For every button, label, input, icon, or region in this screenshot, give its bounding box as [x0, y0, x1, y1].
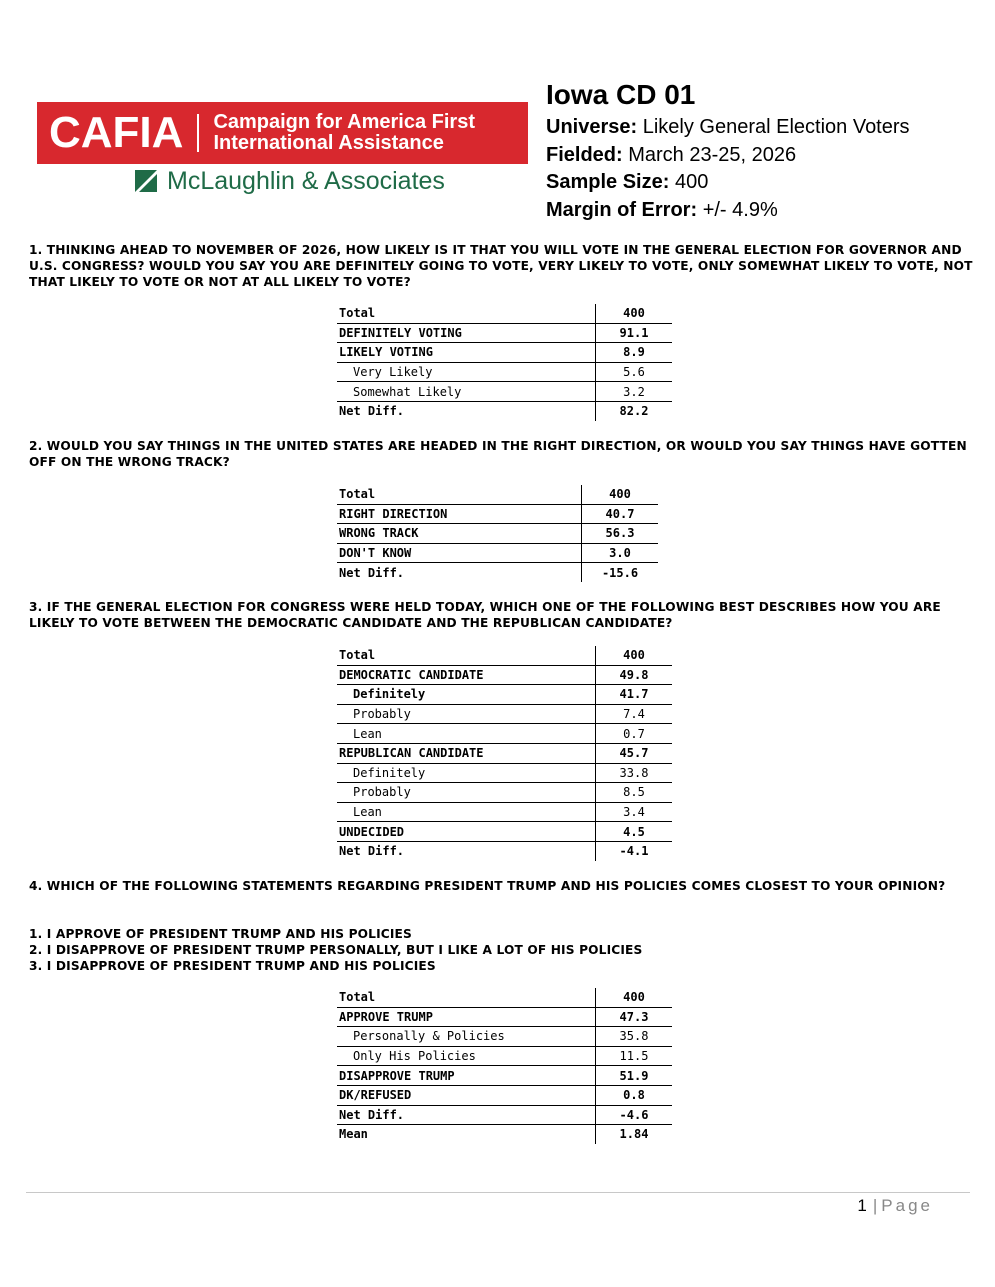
- question-2-text: 2. WOULD YOU SAY THINGS IN THE UNITED STATES ARE HEADED IN THE RIGHT DIRECTION, OR WOULD YOU SAY THINGS HAVE GOTTEN OFF ON THE WRONG TRACK?: [29, 439, 967, 469]
- row-value: 0.8: [623, 1088, 645, 1103]
- row-label: Personally & Policies: [337, 1027, 596, 1047]
- row-value: 41.7: [619, 687, 649, 702]
- fielded-label: Fielded:: [546, 143, 623, 166]
- row-value: 11.5: [619, 1049, 649, 1064]
- table-row: [337, 841, 672, 860]
- table-row: [337, 743, 672, 763]
- table-row: [337, 1027, 672, 1047]
- question-1-text: 1. THINKING AHEAD TO NOVEMBER OF 2026, HOW LIKELY IS IT THAT YOU WILL VOTE IN THE GENERAL ELECTION FOR GOVERNOR AND U.S. CONGRESS? WOULD YOU SAY YOU ARE DEFINITELY GOING TO VOTE, VERY LIKELY TO VOTE, ONLY SOMEWHAT LIKELY TO VOTE, NOT THAT LIKELY TO VOTE OR NOT AT ALL LIKELY TO VOTE?: [29, 243, 973, 289]
- footer-separator: |: [872, 1196, 878, 1215]
- table-row: [337, 665, 672, 685]
- logo-full-name: [213, 112, 475, 154]
- footer-divider: [26, 1192, 970, 1193]
- row-value: 3.0: [609, 546, 631, 561]
- row-label: Net Diff.: [337, 563, 582, 582]
- row-value: 3.4: [623, 805, 645, 820]
- cafia-logo: [37, 102, 528, 164]
- row-label: UNDECIDED: [337, 822, 596, 842]
- row-label: DISAPPROVE TRUMP: [337, 1066, 596, 1086]
- table-row: [337, 783, 672, 803]
- row-value: 82.2: [619, 404, 649, 419]
- row-label: Total: [337, 988, 596, 1007]
- table-row: [337, 802, 672, 822]
- table-row: [337, 524, 658, 544]
- row-value: 51.9: [619, 1068, 649, 1083]
- table-row: [337, 763, 672, 783]
- fielded-value: March 23-25, 2026: [628, 143, 797, 166]
- table-row: [337, 685, 672, 705]
- row-value: 40.7: [605, 506, 635, 521]
- row-value: -4.1: [619, 844, 649, 859]
- logo-line-2: International Assistance: [213, 132, 444, 154]
- row-label: Total: [337, 646, 596, 665]
- row-value: 0.7: [623, 726, 645, 741]
- margin-of-error-label: Margin of Error:: [546, 198, 698, 221]
- table-row: [337, 362, 672, 382]
- universe-row: [546, 114, 910, 142]
- question-4-options: [29, 926, 642, 974]
- question-4-table: [337, 988, 672, 1144]
- row-value: 400: [623, 306, 645, 321]
- row-label: Mean: [337, 1125, 596, 1144]
- row-value: 4.5: [623, 824, 645, 839]
- row-label: LIKELY VOTING: [337, 343, 596, 363]
- row-value: 47.3: [619, 1009, 649, 1024]
- row-label: Net Diff.: [337, 841, 596, 860]
- table-row: [337, 988, 672, 1007]
- row-value: 91.1: [619, 325, 649, 340]
- table-row: [337, 563, 658, 582]
- fielded-row: [546, 142, 910, 170]
- row-label: Probably: [337, 783, 596, 803]
- row-value: 400: [623, 990, 645, 1005]
- row-label: Total: [337, 304, 596, 323]
- universe-value: Likely General Election Voters: [642, 116, 910, 138]
- question-4-option-1: 1. I APPROVE OF PRESIDENT TRUMP AND HIS POLICIES: [29, 927, 412, 941]
- page-footer: [857, 1196, 933, 1216]
- question-4-text: 4. WHICH OF THE FOLLOWING STATEMENTS REGARDING PRESIDENT TRUMP AND HIS POLICIES COMES CLOSEST TO YOUR OPINION?: [29, 879, 946, 893]
- row-value: 8.5: [623, 785, 645, 800]
- row-label: Definitely: [337, 685, 596, 705]
- table-row: [337, 822, 672, 842]
- row-label: DON'T KNOW: [337, 543, 582, 563]
- table-row: [337, 704, 672, 724]
- row-label: Lean: [337, 802, 596, 822]
- page-word: Page: [881, 1196, 933, 1215]
- table-row: [337, 343, 672, 363]
- table-row: [337, 504, 658, 524]
- question-4-option-2: 2. I DISAPPROVE OF PRESIDENT TRUMP PERSONALLY, BUT I LIKE A LOT OF HIS POLICIES: [29, 943, 643, 957]
- survey-info: [546, 78, 910, 224]
- margin-of-error-row: [546, 197, 910, 225]
- partner-mark-icon: [135, 170, 157, 192]
- row-label: Only His Policies: [337, 1046, 596, 1066]
- logo-acronym: CAFIA: [49, 108, 184, 157]
- table-row: [337, 323, 672, 343]
- row-label: RIGHT DIRECTION: [337, 504, 582, 524]
- row-value: 7.4: [623, 707, 645, 722]
- row-label: DEFINITELY VOTING: [337, 323, 596, 343]
- partner-name: McLaughlin & Associates: [167, 166, 445, 195]
- logo-line-1: Campaign for America First: [213, 111, 475, 133]
- row-label: Very Likely: [337, 362, 596, 382]
- question-4-option-3: 3. I DISAPPROVE OF PRESIDENT TRUMP AND HIS POLICIES: [29, 959, 436, 973]
- question-3-text: 3. IF THE GENERAL ELECTION FOR CONGRESS WERE HELD TODAY, WHICH ONE OF THE FOLLOWING BEST DESCRIBES HOW YOU ARE LIKELY TO VOTE BETWEEN THE DEMOCRATIC CANDIDATE AND THE REPUBLICAN CANDIDATE?: [29, 600, 941, 630]
- row-label: Net Diff.: [337, 401, 596, 420]
- row-label: Net Diff.: [337, 1105, 596, 1125]
- universe-label: Universe:: [546, 116, 638, 138]
- row-label: Lean: [337, 724, 596, 744]
- row-value: 49.8: [619, 667, 649, 682]
- row-label: Probably: [337, 704, 596, 724]
- row-value: 33.8: [619, 765, 649, 780]
- row-value: 35.8: [619, 1029, 649, 1044]
- row-label: WRONG TRACK: [337, 524, 582, 544]
- table-row: [337, 401, 672, 420]
- row-label: DEMOCRATIC CANDIDATE: [337, 665, 596, 685]
- question-1-table: [337, 304, 672, 421]
- row-value: -4.6: [619, 1107, 649, 1122]
- row-label: APPROVE TRUMP: [337, 1007, 596, 1027]
- row-value: 5.6: [623, 365, 645, 380]
- row-label: DK/REFUSED: [337, 1085, 596, 1105]
- row-label: Somewhat Likely: [337, 382, 596, 402]
- row-value: 8.9: [623, 345, 645, 360]
- page-number: 1: [857, 1196, 867, 1215]
- row-value: 1.84: [619, 1127, 649, 1142]
- row-label: Total: [337, 485, 582, 504]
- question-2-table: [337, 485, 658, 582]
- table-row: [337, 1085, 672, 1105]
- table-row: [337, 543, 658, 563]
- table-row: [337, 724, 672, 744]
- table-row: [337, 1007, 672, 1027]
- sample-size-value: 400: [674, 171, 709, 193]
- row-label: Definitely: [337, 763, 596, 783]
- table-row: [337, 304, 672, 323]
- partner-logo: [135, 166, 445, 196]
- sample-size-label: Sample Size:: [546, 171, 670, 193]
- logo-divider: [197, 114, 199, 152]
- row-value: 45.7: [619, 746, 649, 761]
- row-value: 56.3: [605, 526, 635, 541]
- row-label: REPUBLICAN CANDIDATE: [337, 743, 596, 763]
- row-value: 400: [623, 648, 645, 663]
- sample-size-row: [546, 169, 910, 197]
- table-row: [337, 1105, 672, 1125]
- row-value: -15.6: [601, 565, 639, 580]
- table-row: [337, 646, 672, 665]
- question-3-table: [337, 646, 672, 861]
- table-row: [337, 382, 672, 402]
- row-value: 400: [609, 487, 631, 502]
- row-value: 3.2: [623, 384, 645, 399]
- table-row: [337, 1125, 672, 1144]
- table-row: [337, 1066, 672, 1086]
- table-row: [337, 485, 658, 504]
- table-row: [337, 1046, 672, 1066]
- margin-of-error-value: +/- 4.9%: [702, 198, 778, 221]
- page-title: Iowa CD 01: [546, 79, 696, 110]
